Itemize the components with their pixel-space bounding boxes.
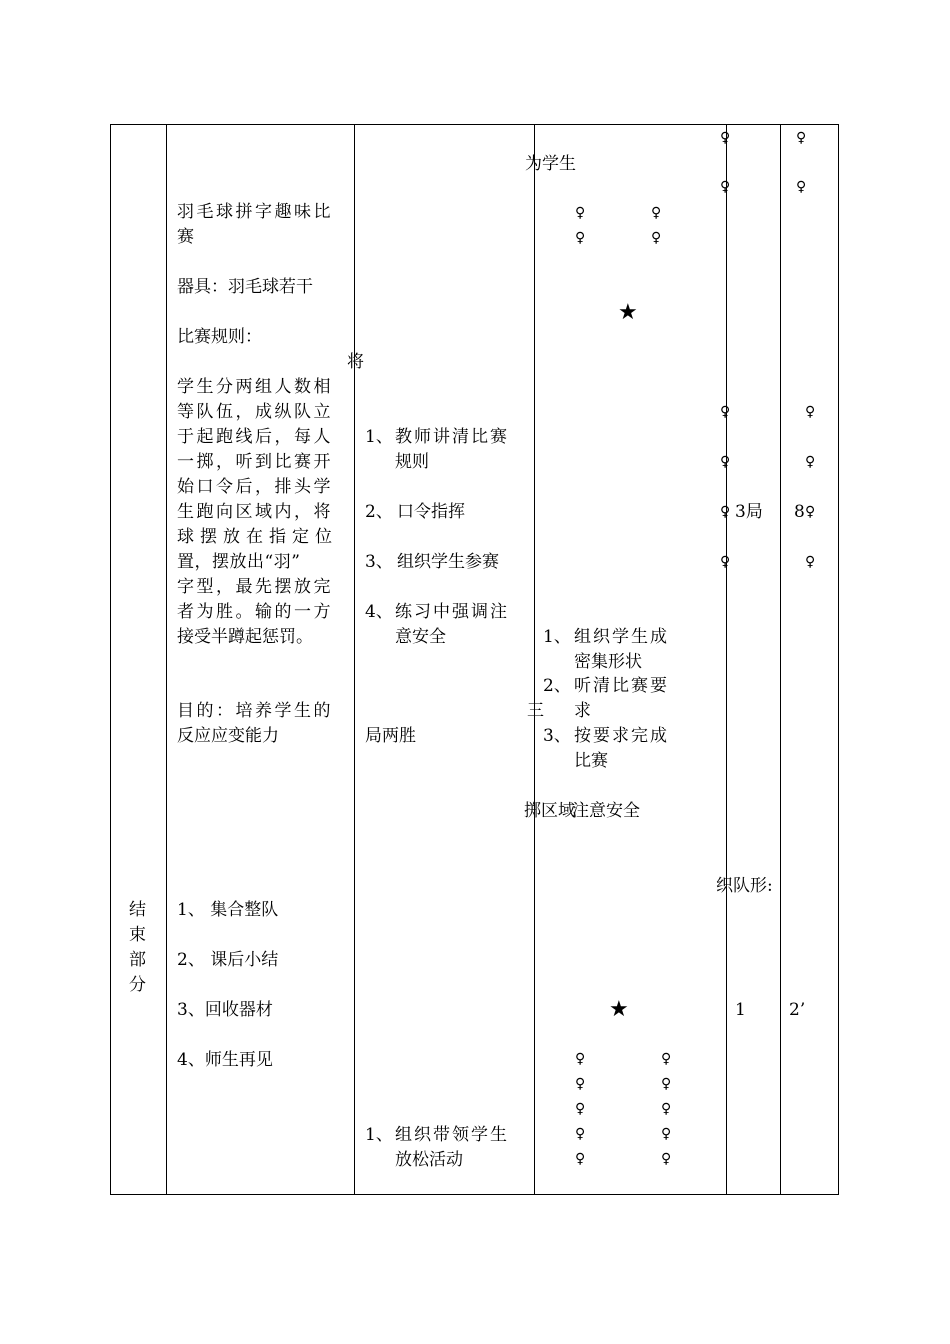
female-symbol: ♀ (661, 1101, 672, 1117)
teacher-item: 练习中强调注 意安全 (395, 602, 509, 647)
student-item: 按要求完成 比赛 (574, 726, 669, 771)
female-symbol: ♀ (805, 454, 816, 470)
closing-item: 3、回收器材 (177, 1000, 273, 1020)
female-symbol: ♀ (720, 179, 731, 195)
rules-heading: 比赛规则： (177, 327, 262, 347)
purpose-text: 目的：培养学生的 反应应变能力 (177, 701, 333, 746)
female-symbol: ♀ (651, 230, 662, 246)
game-time: 8 (794, 502, 805, 522)
female-symbol: ♀ (575, 1076, 586, 1092)
rules-text: 学生分两组人数相 等队伍，成纵队立 于起跑线后，每人 一掷，听到比赛开 始口令后，排头学 生跑向区域内，将 球摆放在指定位 置，摆放出“羽” 字型，最先摆放完 者为胜。输的一方 接受半蹲起惩罚。 (177, 377, 338, 647)
column-divider (780, 124, 781, 1195)
female-symbol: ♀ (575, 1051, 586, 1067)
female-symbol: ♀ (651, 205, 662, 221)
teacher-item: 组织带领学生 放松活动 (395, 1125, 509, 1170)
female-symbol: ♀ (720, 504, 731, 520)
female-symbol: ♀ (575, 230, 586, 246)
closing-item: 1、 集合整队 (177, 900, 279, 920)
column-divider (354, 124, 355, 1195)
female-symbol: ♀ (575, 205, 586, 221)
teacher-item-number: 1、 (365, 1125, 393, 1145)
teacher-item-number: 4、 (365, 602, 393, 622)
teacher-item: 教师讲清比赛 规则 (395, 427, 509, 472)
female-symbol: ♀ (575, 1101, 586, 1117)
region-text: 掷区域 (524, 801, 575, 821)
equipment-text: 器具：羽毛球若干 (177, 277, 313, 297)
game-title: 羽毛球拼字趣味比 赛 (177, 202, 333, 247)
student-item: 听清比赛要 求 (574, 676, 669, 721)
teacher-item-number: 1、 (365, 427, 393, 447)
female-symbol: ♀ (661, 1151, 672, 1167)
closing-item: 4、师生再见 (177, 1050, 273, 1070)
female-symbol: ♀ (661, 1126, 672, 1142)
student-item-number: 1、 (543, 627, 571, 647)
teacher-item-number: 2、 (365, 502, 393, 522)
female-symbol: ♀ (661, 1051, 672, 1067)
student-item-number: 2、 (543, 676, 571, 696)
female-symbol: ♀ (805, 554, 816, 570)
female-symbol: ♀ (661, 1076, 672, 1092)
female-symbol: ♀ (575, 1151, 586, 1167)
female-symbol: ♀ (796, 179, 807, 195)
student-item-number: 3、 (543, 726, 571, 746)
overflow-text: 为学生 (525, 154, 576, 174)
female-symbol: ♀ (720, 404, 731, 420)
three-char: 三 (527, 701, 544, 721)
female-symbol: ♀ (796, 130, 807, 146)
rounds-text: 局两胜 (365, 726, 416, 746)
female-symbol: ♀ (575, 1126, 586, 1142)
column-divider (726, 124, 727, 1195)
column-divider (534, 124, 535, 1195)
stray-char: 将 (347, 352, 364, 372)
student-item: 组织学生成 密集形状 (574, 627, 669, 672)
column-divider (166, 124, 167, 1195)
teacher-item: 组织学生参赛 (397, 552, 499, 572)
game-count: 3局 (735, 502, 763, 522)
female-symbol: ♀ (805, 504, 816, 520)
section-label: 结 束 部 分 (129, 900, 146, 995)
closing-item: 2、 课后小结 (177, 950, 279, 970)
female-symbol: ♀ (720, 130, 731, 146)
female-symbol: ♀ (805, 404, 816, 420)
female-symbol: ♀ (720, 454, 731, 470)
teacher-item-number: 3、 (365, 552, 393, 572)
formation-label: 织队形: (716, 876, 773, 896)
closing-count: 1 (735, 1000, 746, 1020)
female-symbol: ♀ (720, 554, 731, 570)
teacher-item: 口令指挥 (397, 502, 465, 522)
closing-time: 2’ (789, 1000, 806, 1020)
teacher-star-icon: ★ (618, 300, 638, 325)
safety-text: 注意安全 (572, 801, 640, 821)
teacher-star-icon: ★ (609, 997, 629, 1022)
